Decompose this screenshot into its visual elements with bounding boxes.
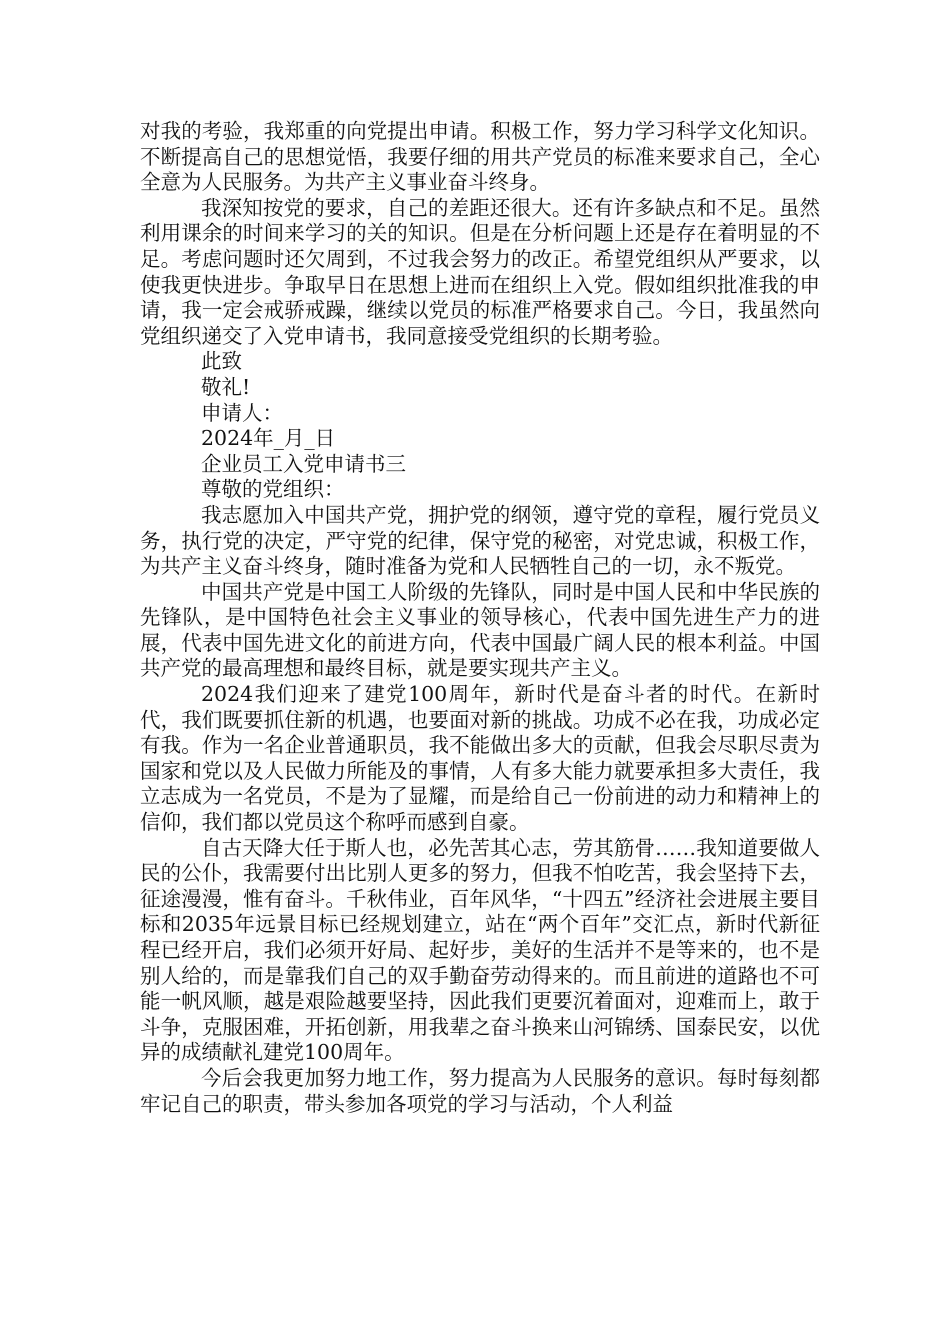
section-title: 企业员工入党申请书三: [201, 451, 406, 476]
closing-regards: 敬礼!: [201, 374, 251, 399]
closing-salutation: 此致: [201, 349, 242, 374]
paragraph: 我志愿加入中国共产党，拥护党的纲领，遵守党的章程，履行党员义务，执行党的决定，严守党的纪律，保守党的秘密，对党忠诚，积极工作，为共产主义奋斗终身，随时准备为党和人民牺牲自己的一切，永不叛党。: [140, 502, 820, 579]
paragraph: 中国共产党是中国工人阶级的先锋队，同时是中国人民和中华民族的先锋队，是中国特色社会主义事业的领导核心，代表中国先进生产力的进展，代表中国先进文化的前进方向，代表中国最广阔人民的根本利益。中国共产党的最高理想和最终目标，就是要实现共产主义。: [140, 579, 820, 681]
applicant-label: 申请人：: [201, 400, 283, 425]
paragraph: 我深知按党的要求，自己的差距还很大。还有许多缺点和不足。虽然利用课余的时间来学习的关的知识。但是在分析问题上还是存在着明显的不足。考虑问题时还欠周到，不过我会努力的改正。希望党组织从严要求，以使我更快进步。争取早日在思想上进而在组织上入党。假如组织批准我的申请，我一定会戒骄戒躁，继续以党员的标准严格要求自己。今日，我虽然向党组织递交了入党申请书，我同意接受党组织的长期考验。: [140, 195, 820, 348]
greeting: 尊敬的党组织：: [201, 477, 345, 502]
document-page: [140, 119, 820, 1117]
paragraph: 对我的考验，我郑重的向党提出申请。积极工作，努力学习科学文化知识。不断提高自己的思想觉悟，我要仔细的用共产党员的标准来要求自己，全心全意为人民服务。为共产主义事业奋斗终身。: [140, 119, 820, 195]
paragraph: 自古天降大任于斯人也，必先苦其心志，劳其筋骨……我知道要做人民的公仆，我需要付出比别人更多的努力，但我不怕吃苦，我会坚持下去，征途漫漫，惟有奋斗。千秋伟业，百年风华，“十四五”经济社会进展主要目标和2035年远景目标已经规划建立，站在“两个百年”交汇点，新时代新征程已经开启，我们必须开好局、起好步，美好的生活并不是等来的，也不是别人给的，而是靠我们自己的双手勤奋劳动得来的。而且前进的道路也不可能一帆风顺，越是艰险越要坚持，因此我们更要沉着面对，迎难而上，敢于斗争，克服困难，开拓创新，用我辈之奋斗换来山河锦绣、国泰民安，以优异的成绩献礼建党100周年。: [140, 835, 820, 1065]
date-line: 2024年_月_日: [201, 426, 336, 451]
paragraph: 2024我们迎来了建党100周年，新时代是奋斗者的时代。在新时代，我们既要抓住新的机遇，也要面对新的挑战。功成不必在我，功成必定有我。作为一名企业普通职员，我不能做出多大的贡献，但我会尽职尽责为国家和党以及人民做力所能及的事情，人有多大能力就要承担多大责任，我立志成为一名党员，不是为了显耀，而是给自己一份前进的动力和精神上的信仰，我们都以党员这个称呼而感到自豪。: [140, 682, 820, 835]
paragraph: 今后会我更加努力地工作，努力提高为人民服务的意识。每时每刻都牢记自己的职责，带头参加各项党的学习与活动，个人利益: [140, 1065, 820, 1116]
